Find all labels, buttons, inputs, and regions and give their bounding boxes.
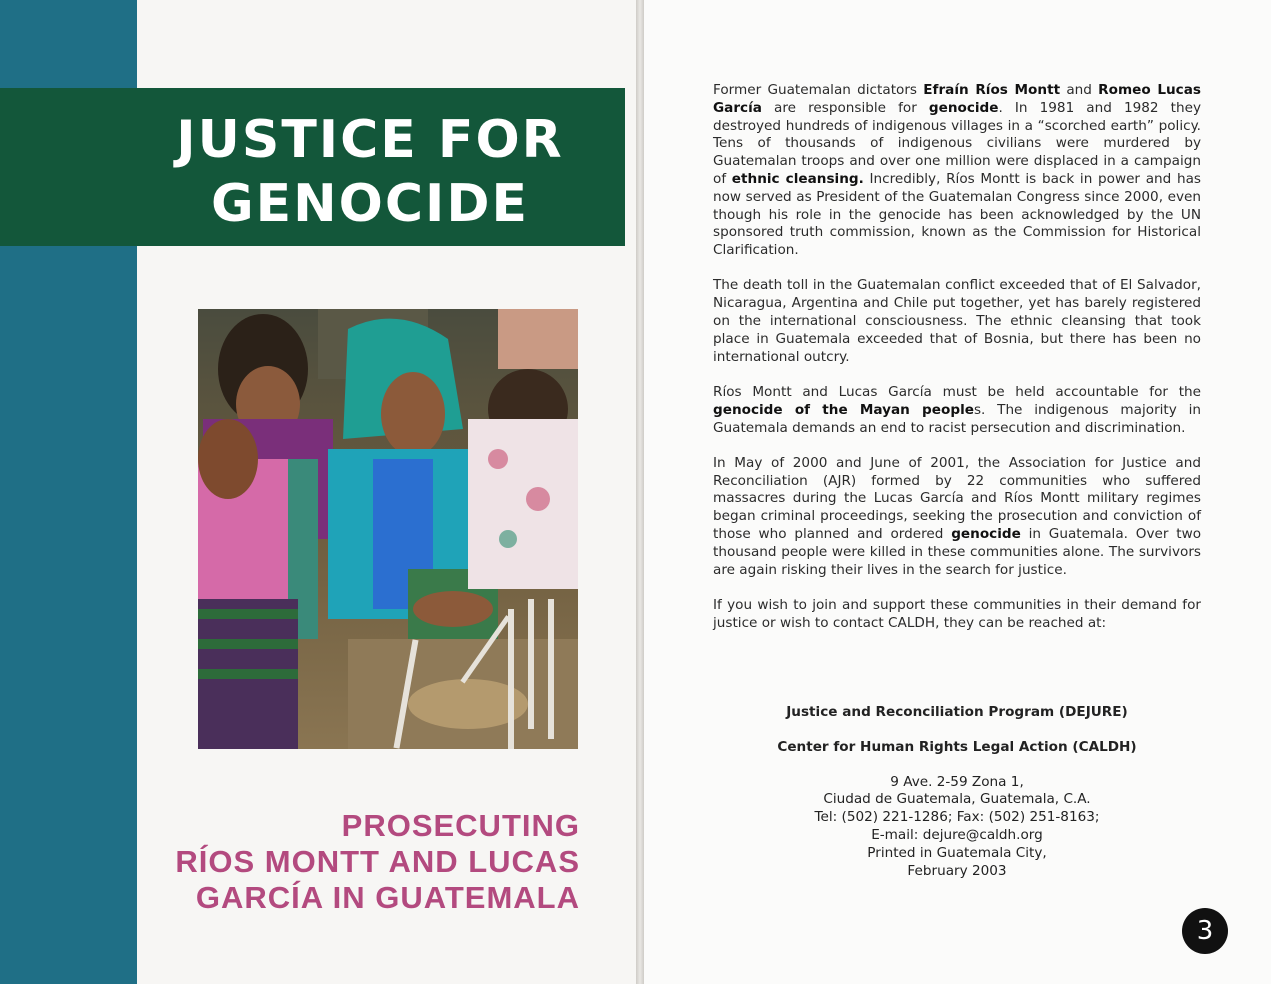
cover-title: JUSTICE FOR GENOCIDE	[176, 110, 564, 234]
org-dejure: Justice and Reconciliation Program (DEJURE)	[786, 704, 1128, 720]
text-run: and	[1060, 82, 1099, 98]
photo-women-lighting-candles-icon	[198, 309, 578, 749]
org-caldh: Center for Human Rights Legal Action (CALDH)	[777, 738, 1137, 755]
text-run: The death toll in the Guatemalan conflict exceeded that of El Salvador, Nicaragua, Argentina and Chile put together, yet has barely registered on the international consciousness. The ethnic cleansing that took place in Guatemala exceeded that of Bosnia, but there has been no international outcry.	[713, 277, 1201, 365]
bold-text: Romeo Lucas García	[713, 82, 1201, 116]
book-gutter	[636, 0, 644, 984]
text-run: Incredibly, Ríos Montt is back in power and has now served as President of the Guatemalan Congress since 2000, even though his role in the genocide has been acknowledged by the UN sponsored truth commission, known as the Commission for Historical Clarification.	[713, 170, 1201, 259]
body-paragraph	[713, 384, 1201, 437]
bold-text: Efraín Ríos Montt	[923, 82, 1061, 98]
text-run: Ríos Montt and Lucas García must be held accountable for the	[713, 383, 1201, 400]
body-paragraph	[713, 277, 1201, 366]
address-line: Tel: (502) 221-1286; Fax: (502) 251-8163;	[814, 809, 1100, 826]
body-paragraph	[713, 82, 1201, 260]
bold-text: genocide of the Mayan people	[713, 401, 974, 418]
body-text	[713, 82, 1201, 650]
text-page	[644, 0, 1271, 984]
cover-subtitle	[150, 808, 580, 916]
subtitle-line: RÍOS MONTT AND LUCAS	[175, 844, 580, 879]
bold-text: genocide	[951, 526, 1021, 543]
page-number: 3	[1182, 908, 1228, 954]
address-line: 9 Ave. 2-59 Zona 1,	[890, 773, 1024, 790]
text-run: s. The indigenous majority in Guatemala demands an end to racist persecution and discrimination.	[713, 401, 1201, 436]
subtitle-line: GARCÍA IN GUATEMALA	[195, 880, 580, 915]
address-line: E-mail: dejure@caldh.org	[871, 826, 1043, 843]
address-line: Printed in Guatemala City,	[867, 844, 1047, 861]
address-block	[713, 774, 1201, 881]
text-run: in Guatemala. Over two thousand people were killed in these communities alone. The survivors are again risking their lives in the search for justice.	[713, 526, 1202, 578]
body-paragraph	[713, 455, 1201, 580]
contact-block	[713, 704, 1201, 880]
text-run: are responsible for	[761, 99, 929, 116]
text-run: Former Guatemalan dictators	[713, 82, 924, 98]
bold-text: ethnic cleansing.	[731, 170, 864, 187]
cover-photo	[198, 309, 578, 749]
address-line: February 2003	[907, 862, 1007, 879]
address-line: Ciudad de Guatemala, Guatemala, C.A.	[823, 791, 1091, 808]
subtitle-line: PROSECUTING	[341, 808, 580, 843]
bold-text: genocide	[928, 99, 999, 116]
text-run: . In 1981 and 1982 they destroyed hundreds of indigenous villages in a “scorched earth” policy. Tens of thousands of indigenous civilians were murdered by Guatemalan troops and over one million were displaced in a campaign of	[713, 99, 1201, 187]
text-run: In May of 2000 and June of 2001, the Association for Justice and Reconciliation (AJR) formed by 22 communities who suffered massacres during the Lucas García and Ríos Montt military regimes began criminal proceedings, seeking the prosecution and conviction of those who planned and ordered	[713, 454, 1201, 543]
body-paragraph	[713, 597, 1201, 633]
text-run: If you wish to join and support these communities in their demand for justice or wish to contact CALDH, they can be reached at:	[713, 596, 1201, 631]
